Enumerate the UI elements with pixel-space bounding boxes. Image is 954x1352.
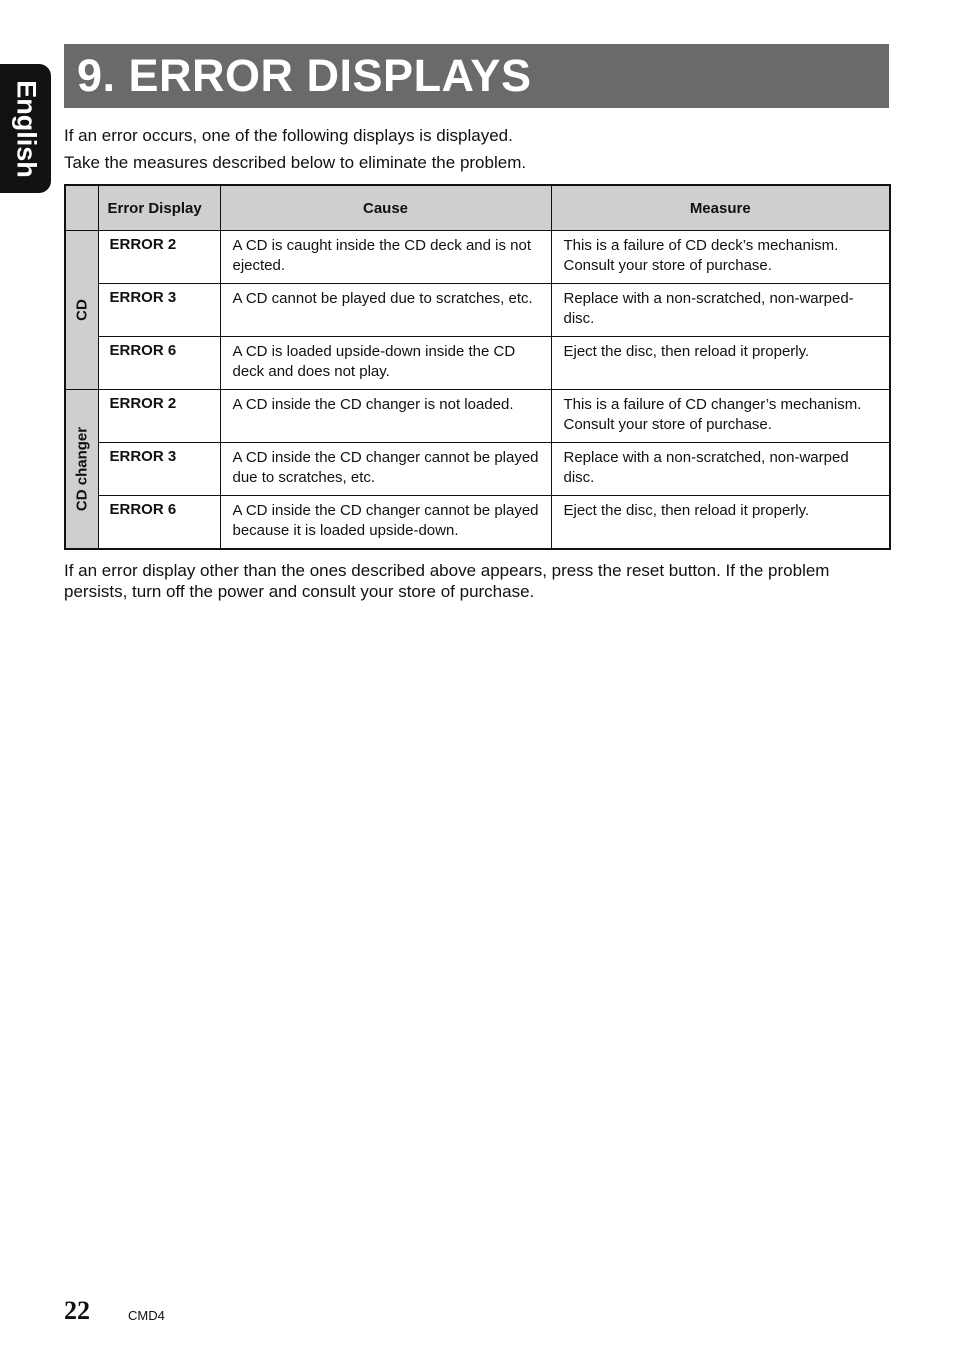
group-label: CD changer — [73, 426, 91, 512]
table-row — [65, 284, 890, 337]
error-measure: Eject the disc, then reload it properly. — [551, 496, 890, 550]
error-measure: This is a failure of CD changer’s mechanism. Consult your store of purchase. — [551, 390, 890, 443]
error-cause: A CD inside the CD changer cannot be played due to scratches, etc. — [220, 443, 551, 496]
error-measure: Replace with a non-scratched, non-warped-disc. — [551, 284, 890, 337]
header-measure: Measure — [551, 185, 890, 231]
intro-line-2: Take the measures described below to eliminate the problem. — [64, 153, 527, 172]
error-cause: A CD inside the CD changer is not loaded. — [220, 390, 551, 443]
group-cd — [65, 231, 98, 390]
error-cause: A CD inside the CD changer cannot be played because it is loaded upside-down. — [220, 496, 551, 550]
error-code: ERROR 6 — [98, 496, 220, 550]
page-number: 22 — [64, 1296, 90, 1325]
title-bar — [64, 44, 889, 108]
error-table — [64, 184, 891, 550]
error-measure: Replace with a non-scratched, non-warped disc. — [551, 443, 890, 496]
language-tab — [0, 64, 51, 193]
error-cause: A CD is caught inside the CD deck and is not ejected. — [220, 231, 551, 284]
error-code: ERROR 2 — [98, 231, 220, 284]
page-title: 9. ERROR DISPLAYS — [77, 50, 532, 101]
header-cause: Cause — [220, 185, 551, 231]
table-row — [65, 390, 890, 443]
error-cause: A CD cannot be played due to scratches, etc. — [220, 284, 551, 337]
table-row — [65, 496, 890, 550]
table-row — [65, 337, 890, 390]
error-measure: Eject the disc, then reload it properly. — [551, 337, 890, 390]
header-group — [65, 185, 98, 231]
table-header-row — [65, 185, 890, 231]
error-measure: This is a failure of CD deck’s mechanism. Consult your store of purchase. — [551, 231, 890, 284]
table-row — [65, 231, 890, 284]
intro-line-1: If an error occurs, one of the following displays is displayed. — [64, 126, 513, 145]
error-code: ERROR 3 — [98, 443, 220, 496]
group-cd-changer — [65, 390, 98, 550]
error-code: ERROR 2 — [98, 390, 220, 443]
error-code: ERROR 3 — [98, 284, 220, 337]
header-error-display: Error Display — [98, 185, 220, 231]
footer-note: If an error display other than the ones described above appears, press the reset button. If the problem persists, turn off the power and consult your store of purchase. — [64, 561, 830, 601]
model-name: CMD4 — [128, 1308, 165, 1323]
error-cause: A CD is loaded upside-down inside the CD deck and does not play. — [220, 337, 551, 390]
error-code: ERROR 6 — [98, 337, 220, 390]
language-tab-label: English — [11, 79, 41, 178]
group-label: CD — [73, 299, 91, 321]
table-row — [65, 443, 890, 496]
